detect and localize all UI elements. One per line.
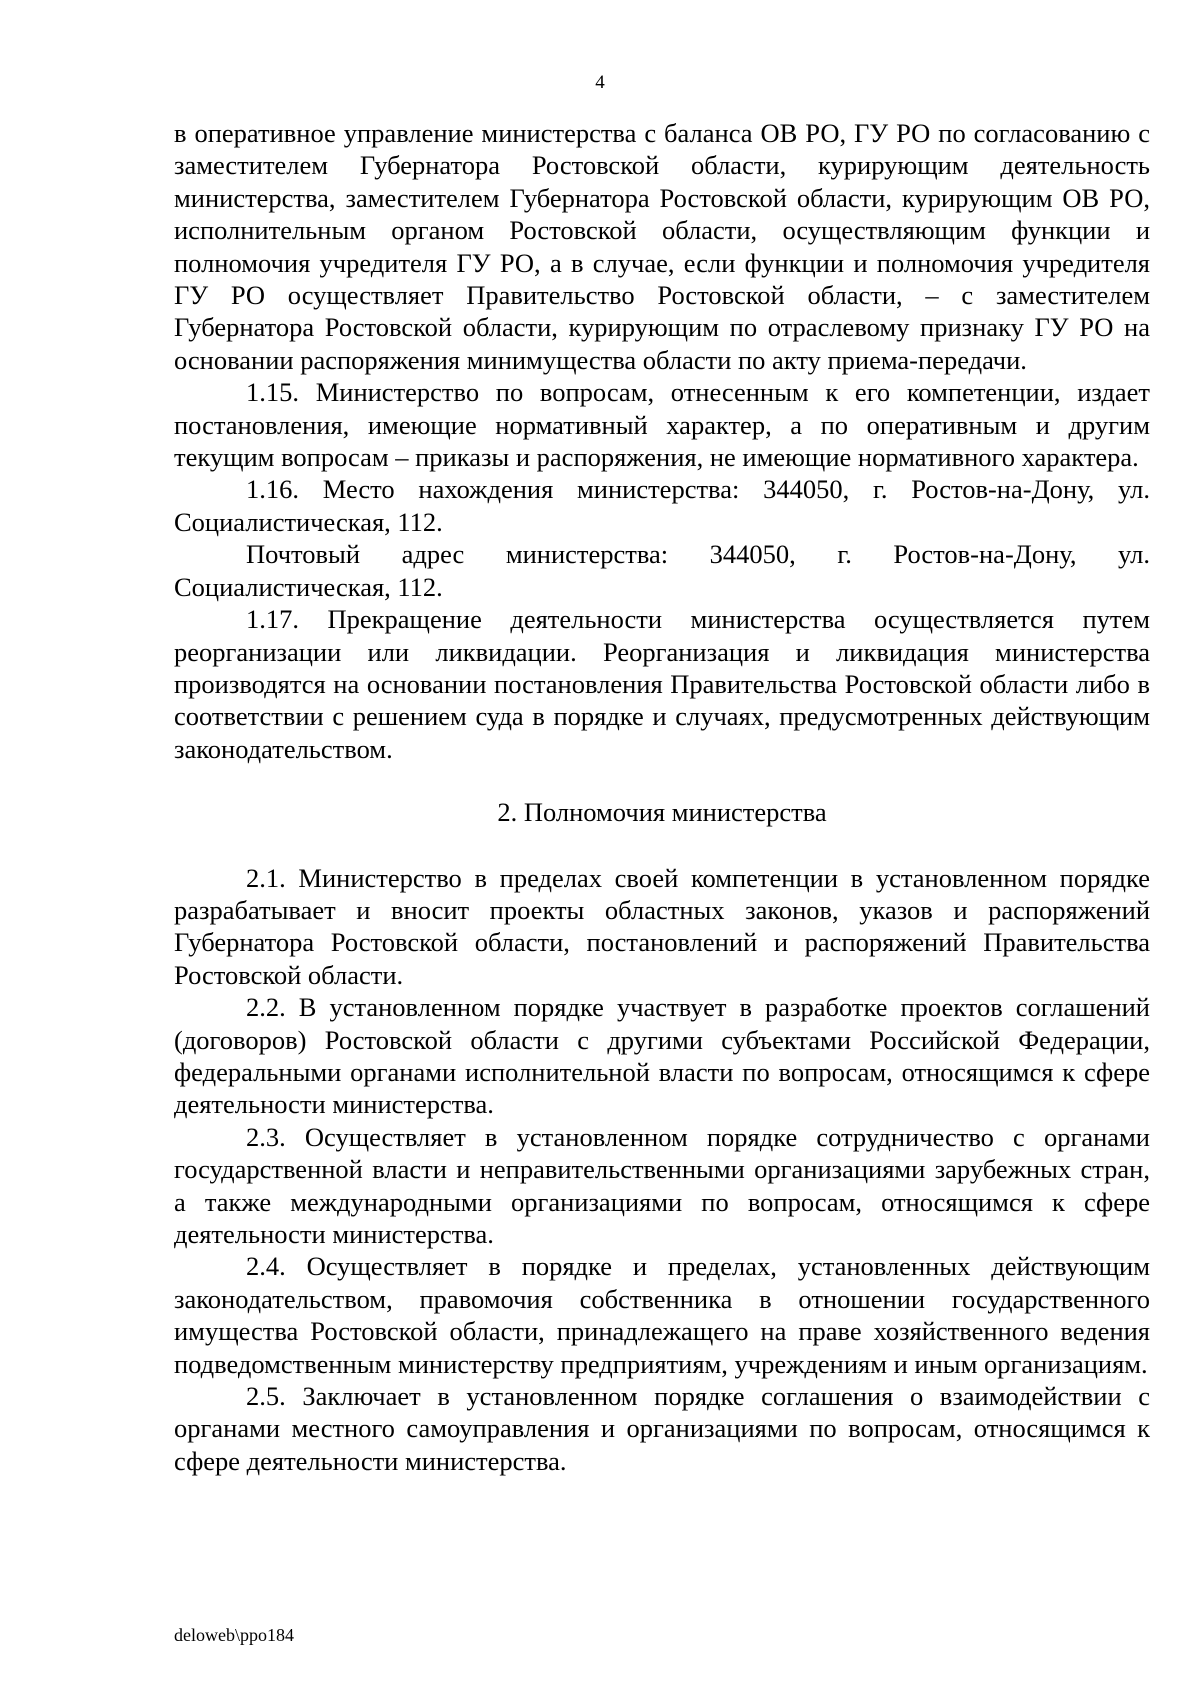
paragraph-1-15: 1.15. Министерство по вопросам, отнесенным к его компетенции, издает постановления, имеющие нормативный характер, а по оперативным и другим текущим вопросам – приказы и распоряжения, не имеющие нормативного характера. [174, 377, 1150, 473]
paragraph-postal-address: Почтовый адрес министерства: 344050, г. Ростов-на-Дону, ул. Социалистическая, 112. [174, 539, 1150, 602]
paragraph-2-4: 2.4. Осуществляет в порядке и пределах, установленных действующим законодательством, правомочия собственника в отношении государственного имущества Ростовской области, принадлежащего на праве хозяйственного ведения подведомственным министерству предприятиям, учреждениям и иным организациям. [174, 1251, 1150, 1379]
paragraph-1-17: 1.17. Прекращение деятельности министерства осуществляется путем реорганизации или ликвидации. Реорганизация и ликвидация министерства производятся на основании постановления Правительства Ростовской области либо в соответствии с решением суда в порядке и случаях, предусмотренных действующим законодательством. [174, 604, 1150, 764]
paragraph-2-2: 2.2. В установленном порядке участвует в разработке проектов соглашений (договоров) Ростовской области с другими субъектами Российской Федерации, федеральными органами исполнительной власти по вопросам, относящимся к сфере деятельности министерства. [174, 992, 1150, 1120]
paragraph-2-3: 2.3. Осуществляет в установленном порядке сотрудничество с органами государственной власти и неправительственными организациями зарубежных стран, а также международными организациями по вопросам, относящимся к сфере деятельности министерства. [174, 1121, 1150, 1249]
paragraph-1-16: 1.16. Место нахождения министерства: 344050, г. Ростов-на-Дону, ул. Социалистическая, 112. [174, 474, 1150, 537]
paragraph-2-5: 2.5. Заключает в установленном порядке соглашения о взаимодействии с органами местного самоуправления и организациями по вопросам, относящимся к сфере деятельности министерства. [174, 1381, 1150, 1476]
paragraph-2-1: 2.1. Министерство в пределах своей компетенции в установленном порядке разрабатывает и вносит проекты областных законов, указов и распоряжений Губернатора Ростовской области, постановлений и распоряжений Правительства Ростовской области. [174, 862, 1150, 990]
section-heading: 2. Полномочия министерства [497, 797, 827, 828]
paragraph-continuation: в оперативное управление министерства с баланса ОВ РО, ГУ РО по согласованию с заместителем Губернатора Ростовской области, курирующим деятельность министерства, заместителем Губернатора Ростовской области, курирующим ОВ РО, исполнительным органом Ростовской области, осуществляющим функции и полномочия учредителя ГУ РО, а в случае, если функции и полномочия учредителя ГУ РО осуществляет Правительство Ростовской области, – с заместителем Губернатора Ростовской области, курирующим по отраслевому признаку ГУ РО на основании распоряжения минимущества области по акту приема-передачи. [174, 118, 1150, 375]
page-number: 4 [595, 72, 605, 93]
document-body [174, 117, 1150, 1477]
footer-file-path: deloweb\ppo184 [174, 1625, 294, 1645]
